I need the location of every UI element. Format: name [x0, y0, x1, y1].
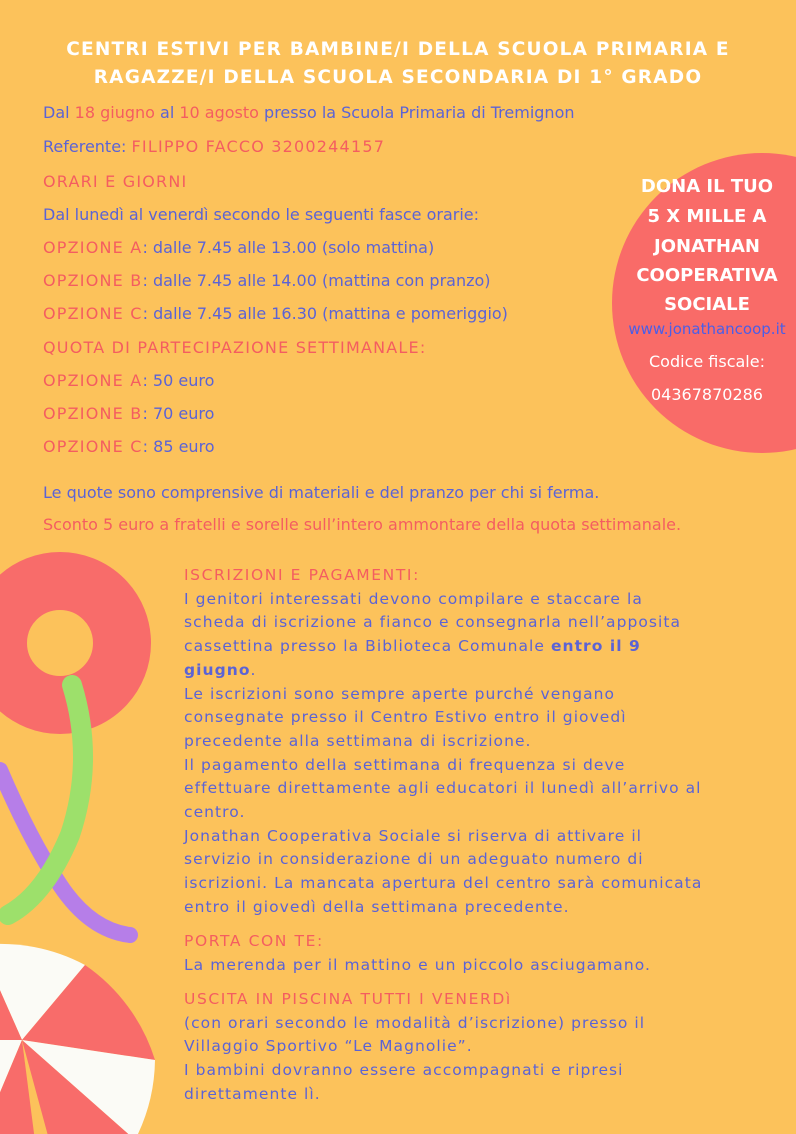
enrollment-line: scheda di iscrizione a fianco e consegnarla nell’apposita [184, 613, 682, 632]
enrollment-line: Le iscrizioni sono sempre aperte purché vengano [184, 684, 616, 703]
discount-note: Sconto 5 euro a fratelli e sorelle sull’intero ammontare della quota settimanale. [43, 515, 682, 534]
fee-text: : 85 euro [142, 437, 215, 456]
fee-label: OPZIONE A [43, 371, 143, 390]
enrollment-line: iscrizioni. La mancata apertura del centro sarà comunicata [184, 874, 703, 893]
enrollment-line: I genitori interessati devono compilare e staccare la [184, 589, 643, 608]
fee-text: : 70 euro [142, 404, 215, 423]
date-start: 18 giugno [74, 103, 155, 122]
pool-line: I bambini dovranno essere accompagnati e ripresi [184, 1061, 624, 1080]
donation-line-2: 5 X MILLE A [647, 206, 767, 227]
enrollment-line: centro. [184, 803, 246, 822]
schedule-heading: ORARI E GIORNI [43, 172, 188, 191]
decorative-shapes [0, 540, 200, 1134]
option-text: : dalle 7.45 alle 16.30 (mattina e pomeriggio) [142, 304, 508, 323]
fiscal-code-value: 04367870286 [651, 385, 763, 404]
option-label: OPZIONE B [43, 271, 143, 290]
date-end: 10 agosto [179, 103, 259, 122]
referent-line [43, 136, 385, 158]
page-title [0, 36, 796, 92]
dates-line [43, 102, 575, 124]
schedule-option-b [43, 270, 491, 292]
enrollment-deadline-day: giugno [184, 660, 251, 679]
pool-heading: USCITA IN PISCINA TUTTI I VENERDì [184, 990, 512, 1008]
enrollment-line: effettuare direttamente agli educatori il lunedì all’arrivo al [184, 779, 702, 798]
bring-text: La merenda per il mattino e un piccolo asciugamano. [184, 955, 651, 974]
donation-line-4: COOPERATIVA [636, 265, 778, 286]
enrollment-line: consegnate presso il Centro Estivo entro il giovedì [184, 708, 627, 727]
option-text: : dalle 7.45 alle 14.00 (mattina con pranzo) [142, 271, 491, 290]
donation-line-1: DONA IL TUO [640, 176, 774, 197]
donation-website-link[interactable]: www.jonathancoop.it [628, 320, 786, 338]
schedule-option-c [43, 303, 508, 325]
dates-mid: al [154, 103, 180, 122]
dates-suffix: presso la Scuola Primaria di Tremignon [258, 103, 575, 122]
schedule-intro: Dal lunedì al venerdì secondo le seguenti fasce orarie: [43, 205, 480, 224]
schedule-option-a [43, 237, 434, 259]
fee-option-a [43, 370, 214, 392]
enrollment-line: precedente alla settimana di iscrizione. [184, 731, 532, 750]
beach-umbrella-icon [0, 944, 155, 1134]
fiscal-code-label: Codice fiscale: [649, 352, 765, 371]
enrollment-heading: ISCRIZIONI E PAGAMENTI: [184, 566, 420, 584]
bring-section [184, 930, 784, 977]
enrollment-line: entro il giovedì della settimana precedente. [184, 897, 570, 916]
title-line-1: CENTRI ESTIVI PER BAMBINE/I DELLA SCUOLA PRIMARIA E [66, 39, 730, 60]
pool-section [184, 988, 784, 1107]
pool-line: (con orari secondo le modalità d’iscrizione) presso il [184, 1013, 646, 1032]
fee-option-c [43, 436, 215, 458]
option-text: : dalle 7.45 alle 13.00 (solo mattina) [142, 238, 435, 257]
dates-prefix: Dal [43, 103, 75, 122]
option-label: OPZIONE A [43, 238, 143, 257]
enrollment-section [184, 564, 784, 920]
fees-note: Le quote sono comprensive di materiali e del pranzo per chi si ferma. [43, 483, 600, 502]
referent-label: Referente: [43, 137, 132, 156]
fee-option-b [43, 403, 214, 425]
enrollment-line: servizio in considerazione di un adeguato numero di [184, 850, 644, 869]
fee-label: OPZIONE C [43, 437, 143, 456]
title-line-2: RAGAZZE/I DELLA SCUOLA SECONDARIA DI 1° GRADO [93, 67, 703, 88]
enrollment-line [184, 659, 784, 683]
fee-heading: QUOTA DI PARTECIPAZIONE SETTIMANALE: [43, 338, 427, 357]
referent-value: FILIPPO FACCO 3200244157 [131, 137, 386, 156]
enrollment-deadline: entro il 9 [550, 637, 641, 656]
enrollment-line [184, 635, 784, 659]
swim-ring-icon [0, 581, 122, 705]
fee-text: : 50 euro [142, 371, 215, 390]
donation-line-3: JONATHAN [654, 236, 760, 257]
bring-heading: PORTA CON TE: [184, 932, 324, 950]
enrollment-text: . [250, 660, 257, 679]
pool-line: direttamente lì. [184, 1084, 321, 1103]
enrollment-text: cassettina presso la Biblioteca Comunale [184, 637, 551, 656]
fee-label: OPZIONE B [43, 404, 143, 423]
pool-line: Villaggio Sportivo “Le Magnolie”. [184, 1037, 473, 1056]
enrollment-line: Jonathan Cooperativa Sociale si riserva di attivare il [184, 826, 643, 845]
option-label: OPZIONE C [43, 304, 143, 323]
enrollment-line: Il pagamento della settimana di frequenza si deve [184, 755, 626, 774]
donation-line-5: SOCIALE [664, 294, 750, 315]
